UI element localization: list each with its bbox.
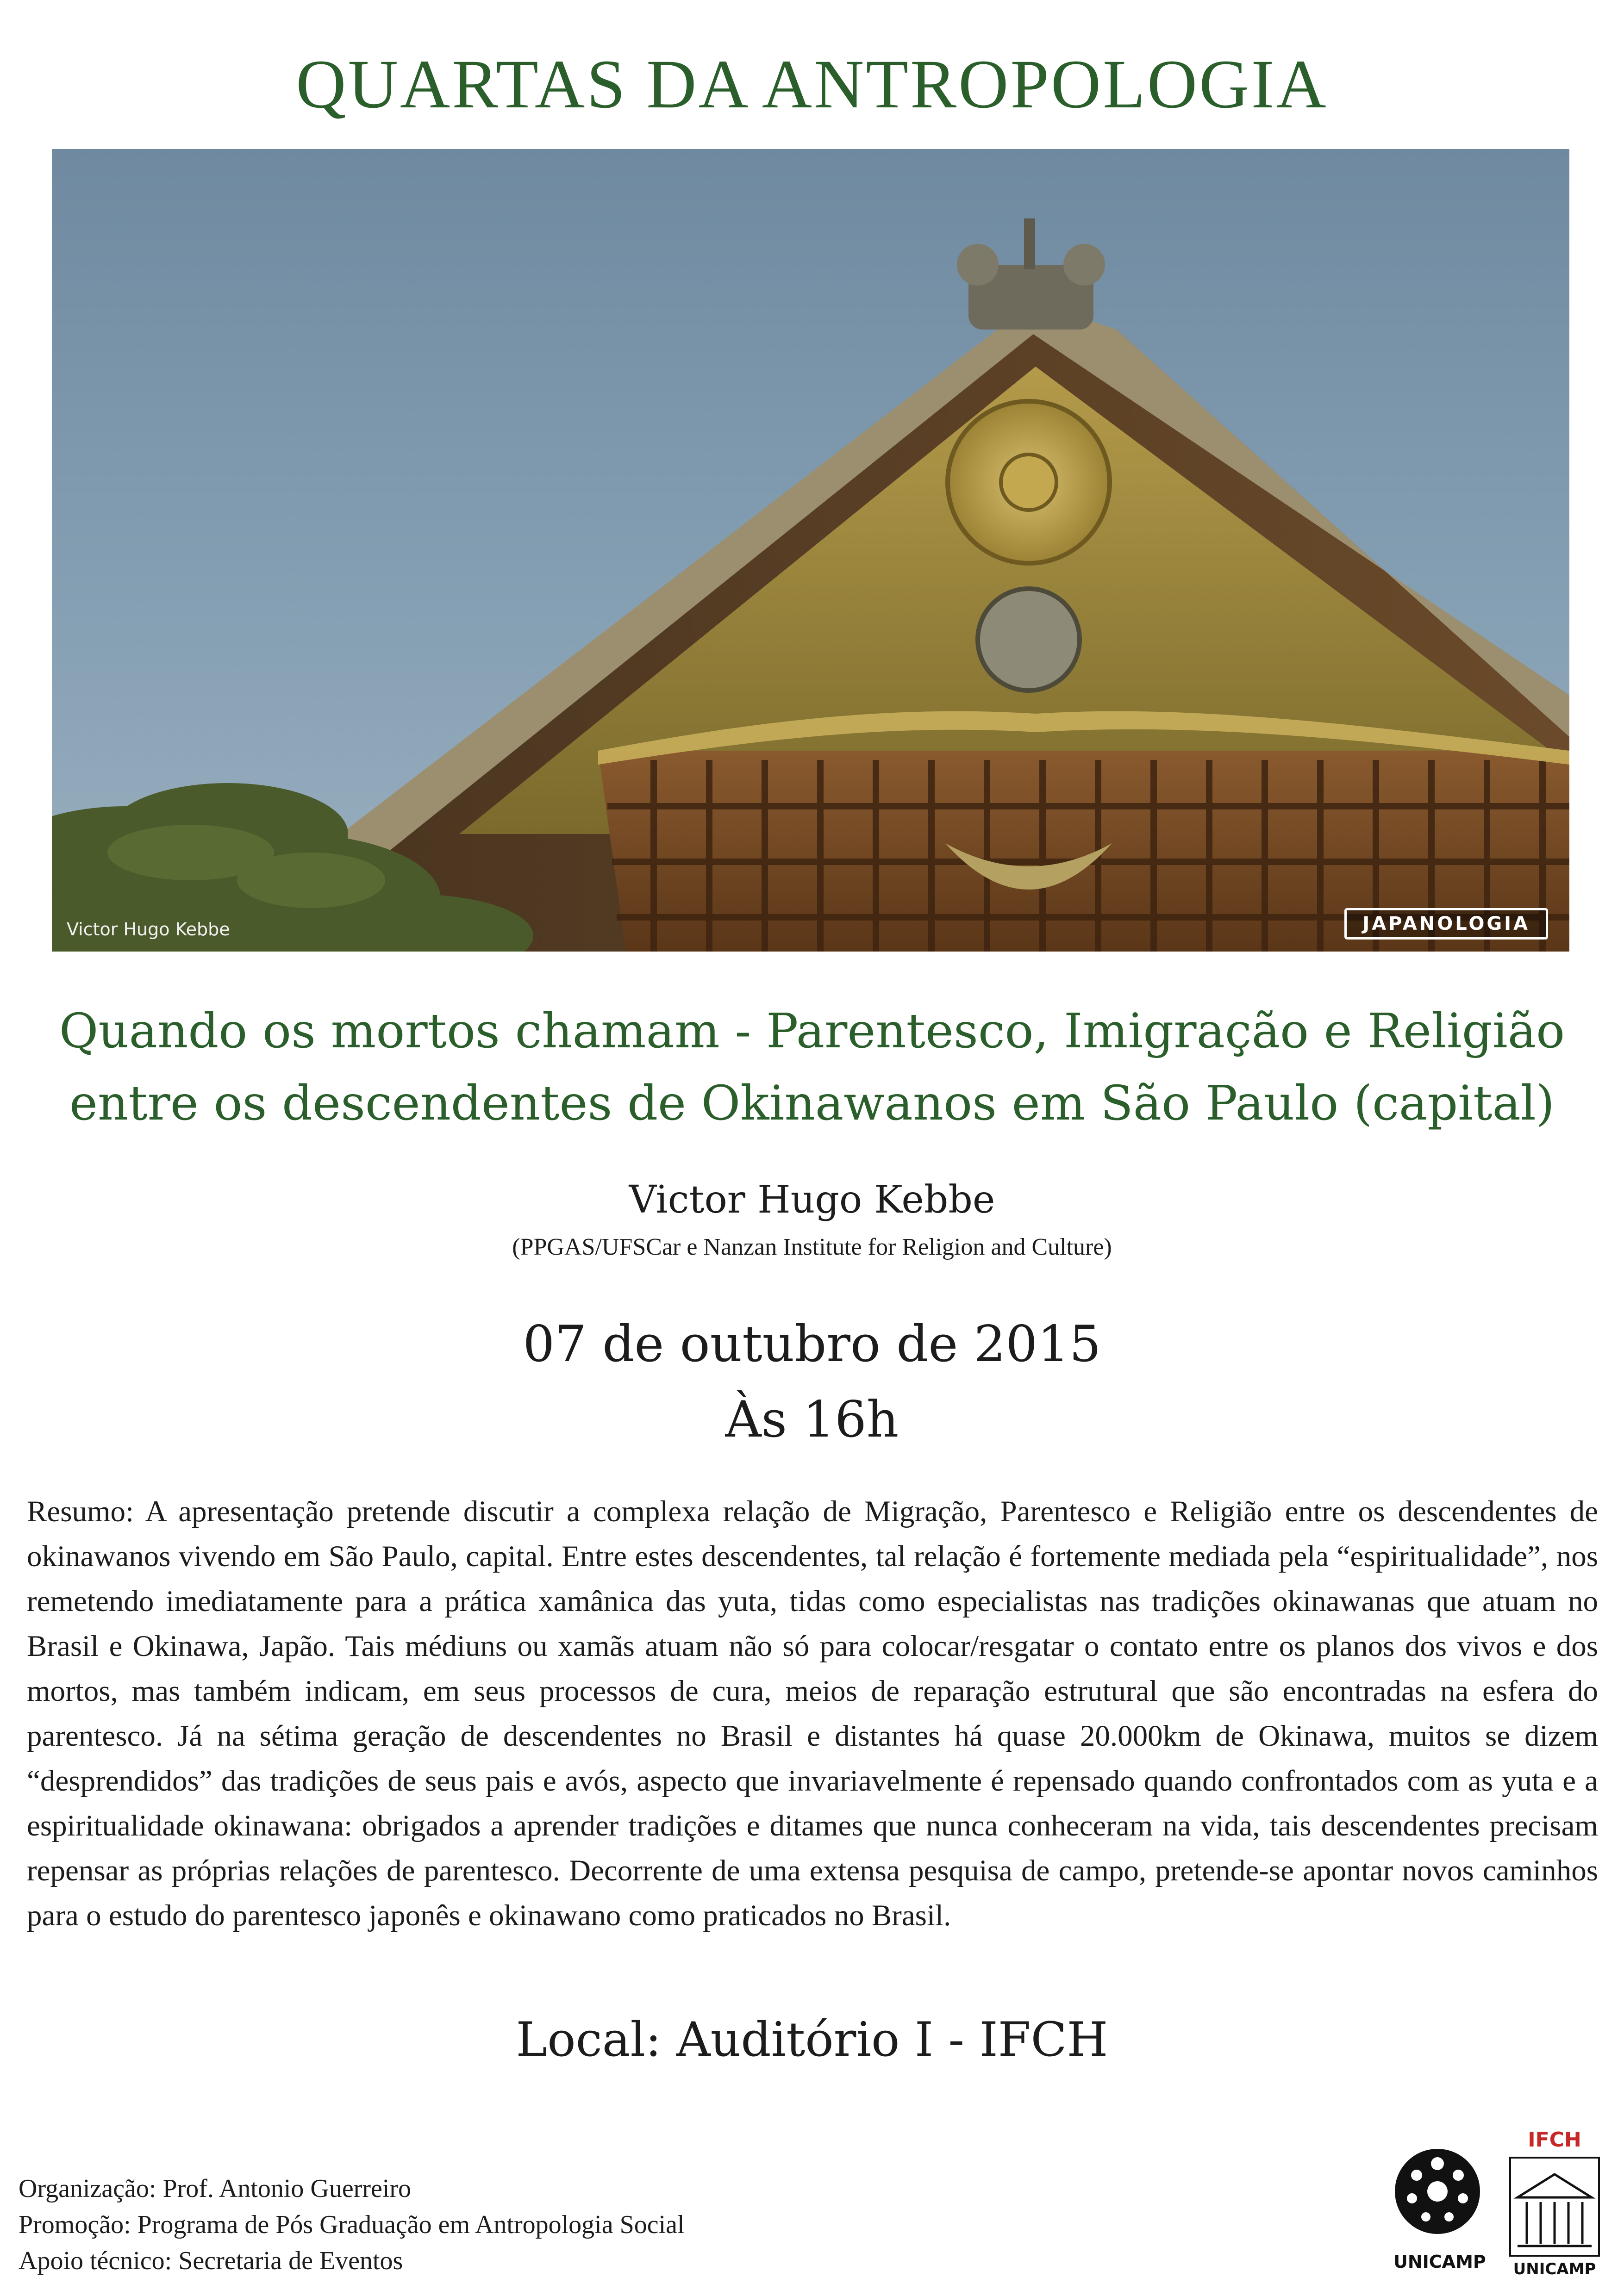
ifch-logo-title: IFCH xyxy=(1528,2128,1581,2152)
unicamp-logo-label: UNICAMP xyxy=(1393,2252,1486,2272)
unicamp-emblem-icon xyxy=(1393,2140,1481,2247)
abstract-text: Resumo: A apresentação pretende discutir a complexa relação de Migração, Parentesco e Religião entre os descendentes de okinawanos vivendo em São Paulo, capital. Entre estes descendentes, tal relação é fortemente mediada pela “espiritualidade”, nos remetendo imediatamente para a prática xamânica das yuta, tidas como especialistas nas tradições okinawanas que atuam no Brasil e Okinawa, Japão. Tais médiuns ou xamãs atuam não só para colocar/resgatar o contato entre os planos dos vivos e dos mortos, mas também indicam, em seus processos de cura, meios de reparação estrutural que são encontradas na esfera do parentesco. Já na sétima geração de descendentes no Brasil e distantes há quase 20.000km de Okinawa, muitos se dizem “desprendidos” das tradições de seus pais e avós, aspecto que invariavelmente é repensado quando confrontados com as yuta e a espiritualidade okinawana: obrigados a aprender tradições e ditames que nunca conheceram na vida, tais descendentes precisam repensar as próprias relações de parentesco. Decorrente de uma extensa pesquisa de campo, pretende-se apontar novos caminhos para o estudo do parentesco japonês e okinawano como praticados no Brasil. xyxy=(27,1495,1598,1932)
organization-credit: Organização: Prof. Antonio Guerreiro xyxy=(19,2174,412,2203)
speaker-name: Victor Hugo Kebbe xyxy=(629,1178,995,1222)
event-venue: Local: Auditório I - IFCH xyxy=(516,2012,1108,2067)
event-credits xyxy=(19,2171,685,2279)
talk-title-line-1: Quando os mortos chamam - Parentesco, Imigração e Religião xyxy=(59,1003,1565,1059)
talk-title-line-2: entre os descendentes de Okinawanos em São Paulo (capital) xyxy=(69,1076,1555,1131)
support-credit: Apoio técnico: Secretaria de Eventos xyxy=(19,2246,403,2275)
page-title: QUARTAS DA ANTROPOLOGIA xyxy=(296,46,1328,123)
temple-roof-photo xyxy=(52,149,1569,952)
photo-credit: Victor Hugo Kebbe xyxy=(67,919,230,940)
ifch-building-icon xyxy=(1508,2156,1601,2258)
talk-title xyxy=(0,995,1624,1139)
event-date: 07 de outubro de 2015 xyxy=(523,1315,1101,1373)
temple-roof-illustration xyxy=(52,149,1569,952)
japanologia-watermark: JAPANOLOGIA xyxy=(1344,908,1548,940)
speaker-affiliation: (PPGAS/UFSCar e Nanzan Institute for Religion and Culture) xyxy=(512,1234,1112,1260)
promotion-credit: Promoção: Programa de Pós Graduação em Antropologia Social xyxy=(19,2210,685,2239)
ifch-logo xyxy=(1504,2128,1605,2281)
ifch-logo-label: UNICAMP xyxy=(1513,2260,1596,2278)
unicamp-logo xyxy=(1393,2140,1486,2279)
event-time: Às 16h xyxy=(725,1391,899,1449)
